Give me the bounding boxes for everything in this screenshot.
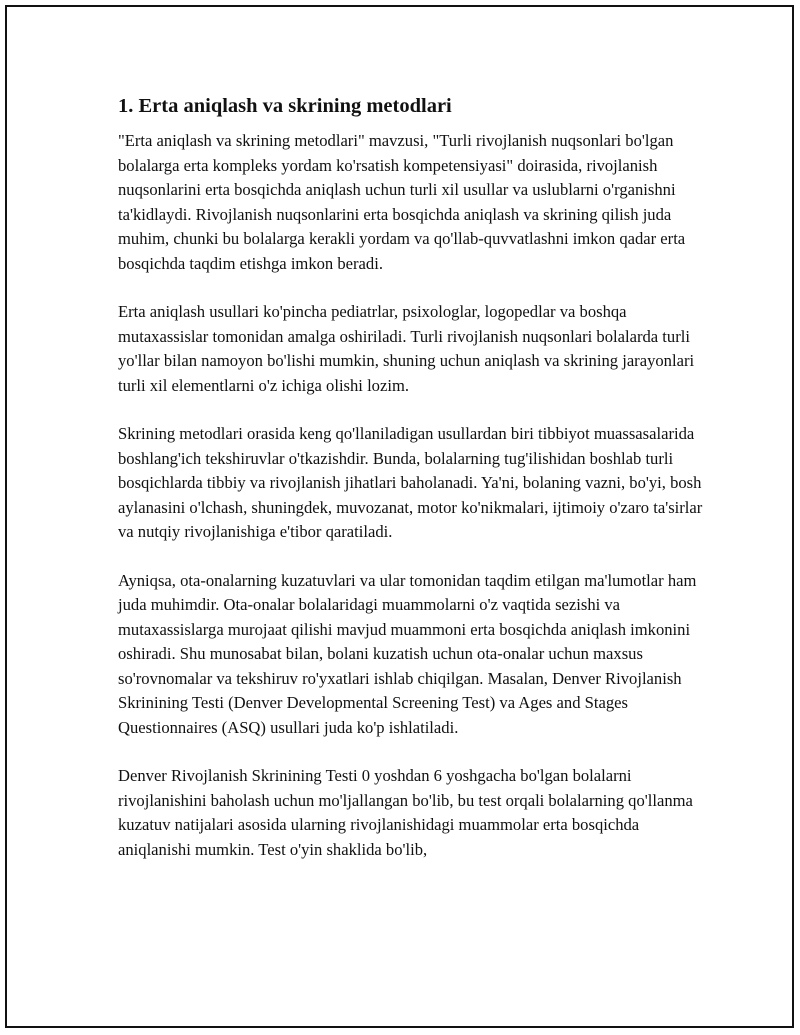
paragraph-2: Erta aniqlash usullari ko'pincha pediatrlar, psixologlar, logopedlar va boshqa mutaxassislar tomonidan amalga oshiriladi. Turli rivojlanish nuqsonlari bolalarda turli yo'llar bilan namoyon bo'lishi mumkin, shuning uchun aniqlash va skrining jarayonlari turli xil elementlarni o'z ichiga olishi lozim. xyxy=(118,302,695,395)
paragraph-4: Ayniqsa, ota-onalarning kuzatuvlari va ular tomonidan taqdim etilgan ma'lumotlar ham juda muhimdir. Ota-onalar bolalaridagi muammolarni o'z vaqtida sezishi va mutaxassislarga murojaat qilishi mavjud muammoni erta bosqichda aniqlash imkonini oshiradi. Shu munosabat bilan, bolani kuzatish uchun ota-onalar uchun maxsus so'rovnomalar va tekshiruv ro'yxatlari ishlab chiqilgan. Masalan, Denver Rivojlanish Skrinining Testi (Denver Developmental Screening Test) va Ages and Stages Questionnaires (ASQ) usullari juda ko'p ishlatiladi. xyxy=(118,570,697,737)
paragraph-1: "Erta aniqlash va skrining metodlari" mavzusi, "Turli rivojlanish nuqsonlari bo'lgan bolalarga erta kompleks yordam ko'rsatish kompetensiyasi" doirasida, rivojlanish nuqsonlarini erta bosqichda aniqlash uchun turli xil usullar va uslublarni o'rganishni ta'kidlaydi. Rivojlanish nuqsonlarini erta bosqichda aniqlash va skrining qilish juda muhim, chunki bu bolalarga kerakli yordam va qo'llab-quvvatlashni imkon qadar erta bosqichda taqdim etishga imkon beradi. xyxy=(118,131,686,273)
section-heading: 1. Erta aniqlash va skrining metodlari xyxy=(118,95,452,117)
paragraph-3: Skrining metodlari orasida keng qo'llaniladigan usullardan biri tibbiyot muassasalarida boshlang'ich tekshiruvlar o'tkazishdir. Bunda, bolalarning tug'ilishidan boshlab turli bosqichlarda tibbiy va rivojlanish jihatlari baholanadi. Ya'ni, bolaning vazni, bo'yi, bosh aylanasini o'lchash, shuningdek, muvozanat, motor ko'nikmalari, ijtimoiy o'zaro ta'sirlar va nutqiy rivojlanishiga e'tibor qaratiladi. xyxy=(118,424,703,541)
document-body xyxy=(118,93,708,886)
paragraph-5: Denver Rivojlanish Skrinining Testi 0 yoshdan 6 yoshgacha bo'lgan bolalarni rivojlanishini baholash uchun mo'ljallangan bo'lib, bu test orqali bolalarning qo'llanma kuzatuv natijalari asosida ularning rivojlanishidagi muammolar erta bosqichda aniqlanishi mumkin. Test o'yin shaklida bo'lib, xyxy=(118,766,693,859)
